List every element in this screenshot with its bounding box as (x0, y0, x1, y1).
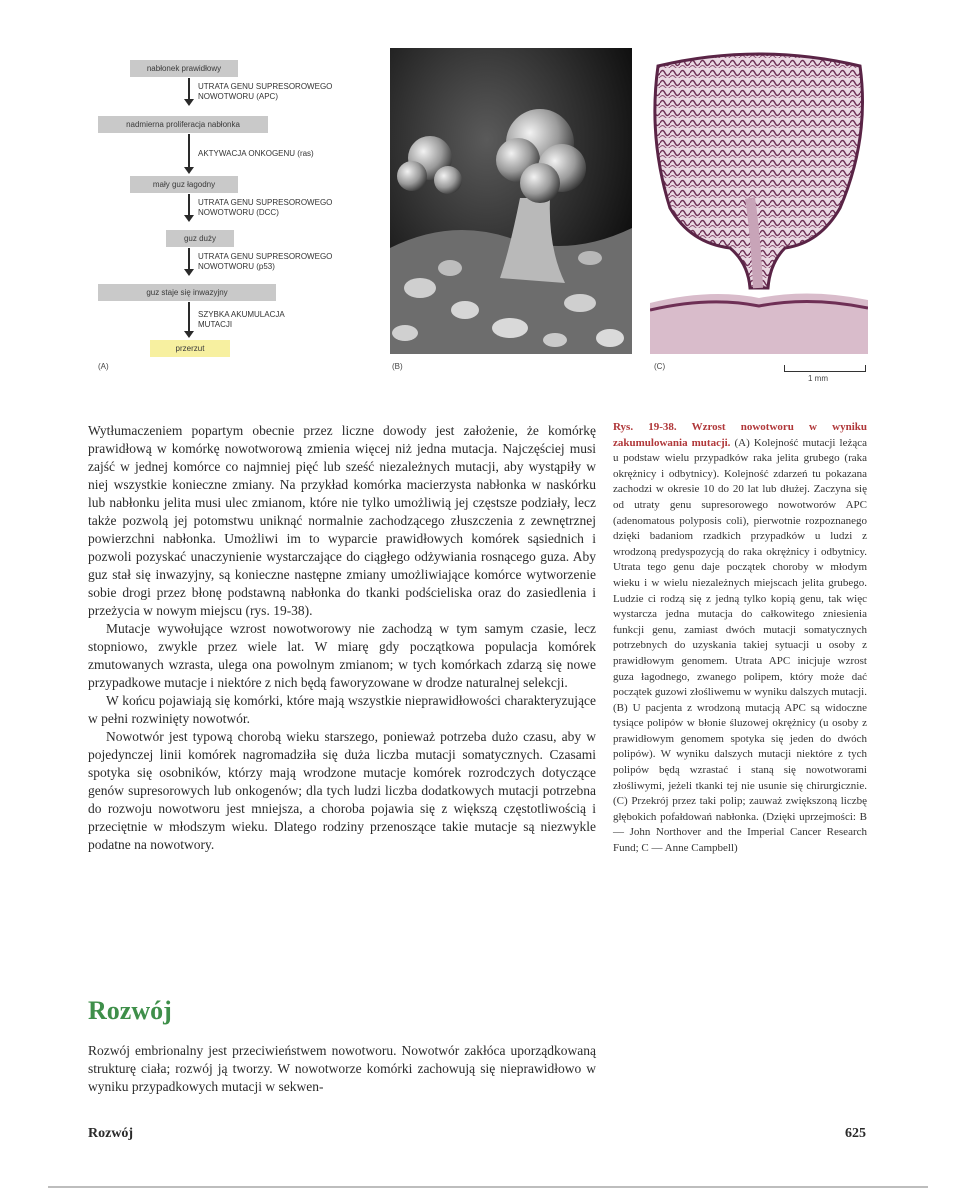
step-loss-dcc: UTRATA GENU SUPRESOROWEGO NOWOTWORU (DCC) (198, 198, 333, 217)
section-heading: Rozwój (88, 996, 172, 1025)
page-number: 625 (845, 1126, 866, 1141)
paragraph: Mutacje wywołujące wzrost nowotworowy nie zachodzą w tym samym czasie, lecz stopniowo, zwykle przez wiele lat. W miarę gdy początkowa populacja komórek zmutowanych wzrasta, ulega ona powolnym zmianom; w tych komórkach zdarzą się nowe przypadkowe mutacje i niektóre z nich będą faworyzowane w drodze naturalnej selekcji. (88, 621, 596, 690)
arrow-down-icon (188, 78, 190, 100)
step-loss-p53: UTRATA GENU SUPRESOROWEGO NOWOTWORU (p53) (198, 252, 333, 271)
scale-bar-label: 1 mm (808, 374, 828, 383)
polyps-photo (390, 48, 632, 354)
stage-normal-epithelium: nabłonek prawidłowy (130, 60, 238, 77)
step-activation-ras: AKTYWACJA ONKOGENU (ras) (198, 149, 314, 158)
step-loss-apc: UTRATA GENU SUPRESOROWEGO NOWOTWORU (APC) (198, 82, 333, 101)
paragraph: Nowotwór jest typową chorobą wieku starszego, ponieważ potrzeba dużo czasu, aby w pojedynczej linii komórek nagromadziła się duża liczba mutacji somatycznych. Czasami spotyka się osobników, którzy mają wrodzone mutacje komórek rozrodczych dotyczące genów supresorowych lub onkogenów; dla tych ludzi liczba dodatkowych mutacji potrzebna do rozwoju nowotworu jest mniejsza, a choroba pojawia się z większą częstotliwością i przeciętnie w młodszym wieku. Dlatego rodziny przenoszące takie mutacje są niezwykle podatne na nowotwory. (88, 729, 596, 852)
arrow-down-icon (188, 302, 190, 332)
section-paragraph: Rozwój embrionalny jest przeciwieństwem nowotworu. Nowotwór zakłóca uporządkowaną strukturę ciała; rozwój ją tworzy. W nowotworze komórki zachowują się nieprawidłowo w wyniku przypadkowych mutacji w sekwen- (88, 1043, 596, 1094)
stage-metastasis: przerzut (150, 340, 230, 357)
stage-invasive-tumor: guz staje się inwazyjny (98, 284, 276, 301)
arrow-down-icon (188, 248, 190, 270)
paragraph: Wytłumaczeniem popartym obecnie przez liczne dowody jest założenie, że komórkę prawidłową w komórkę nowotworową zmienia więcej niż jedna mutacja. Najczęściej musi zajść w jednej komórce co najmniej pięć lub sześć niezależnych mutacji, aby wystąpiły w niej wszystkie konieczne zmiany. Na przykład komórka macierzysta nabłonka w naskórku lub nabłonku jelita musi ulec zmianom, które nie tylko umożliwią jej częstsze podziały, lecz także pozwolą jej potomstwu uniknąć normalnie zachodzącego złuszczenia z zewnętrznej powierzchni nabłonka. Umożliwi im to wyparcie prawidłowych komórek sąsiednich i pozwoli pozyskać unaczynienie wystarczające do ciągłego odżywiania rosnącego guza. Aby guz stał się inwazyjny, są konieczne następne zmiany umożliwiające komórce wytworzenie sobie drogi przez błonę podstawną nabłonka do tkanki podścieliska oraz do zasiedlenia i przeżycia w nowym miejscu (rys. 19-38). (88, 423, 596, 618)
caption-title: Rys. 19-38. Wzrost nowotworu w wyniku zakumulowania mutacji. (613, 421, 867, 449)
step-rapid-mutation-accumulation: SZYBKA AKUMULACJA MUTACJI (198, 310, 285, 329)
stage-small-benign-tumor: mały guz łagodny (130, 176, 238, 193)
main-text (88, 422, 596, 854)
figure-caption (613, 420, 867, 857)
arrow-down-icon (188, 134, 190, 168)
running-footer: Rozwój (88, 1126, 134, 1141)
stage-large-tumor: guz duży (166, 230, 234, 247)
stage-hyperproliferation: nadmierna proliferacja nabłonka (98, 116, 268, 133)
panel-b-label: (B) (392, 362, 403, 371)
panel-c-label: (C) (654, 362, 666, 371)
polyp-cross-section-photo (650, 48, 868, 354)
arrow-down-icon (188, 194, 190, 216)
panel-a-label: (A) (98, 362, 109, 371)
paragraph: W końcu pojawiają się komórki, które mają wszystkie nieprawidłowości charakteryzujące w pełni rozwinięty nowotwór. (88, 693, 596, 726)
caption-text: (A) Kolejność mutacji leżąca u podstaw wielu przypadków raka jelita grubego (raka okrężnicy i odbytnicy). Kolejność zdarzeń tu pokazana zachodzi w okresie 10 do 20 lat lub dłużej. Zaczyna się od utraty genu supresorowego nowotworów APC (adenomatous polyposis coli), pierwotnie rozpoznanego dzięki badaniom rzadkich przypadków u ludzi z wrodzoną predyspozycją do raka okrężnicy i odbytnicy. Utrata tego genu daje początek choroby w młodym wieku i w wielu niezależnych miejscach jelita grubego. Ludzie ci rodzą się z jedną tylko kopią genu, tak więc wystarcza jedna mutacja do całkowitego zniesienia funkcji genu, zamiast dwóch mutacji somatycznych potrzebnych do uzyskania takiej sytuacji u osoby z prawidłowym genomem. Utrata APC inicjuje wzrost guza łagodnego, zwanego polipem, który może dać początek guzowi złośliwemu w wyniku dalszych mutacji. (B) U pacjenta z wrodzoną mutacją APC są widoczne tysiące polipów w błonie śluzowej okrężnicy (u osoby z prawidłowym genomem spotyka się jeden do dwóch polipów). W wyniku dalszych mutacji niektóre z tych polipów będą wzrastać i staną się nowotworami złośliwymi, jeżeli tkanki tej nie usunie się chirurgicznie. (C) Przekrój przez taki polip; zauważ zwiększoną liczbę głębokich pofałdowań nabłonka. (Dzięki uprzejmości: B — John Northover and the Imperial Cancer Research Fund; C — Anne Campbell) (613, 436, 867, 855)
scale-bar (784, 365, 866, 372)
